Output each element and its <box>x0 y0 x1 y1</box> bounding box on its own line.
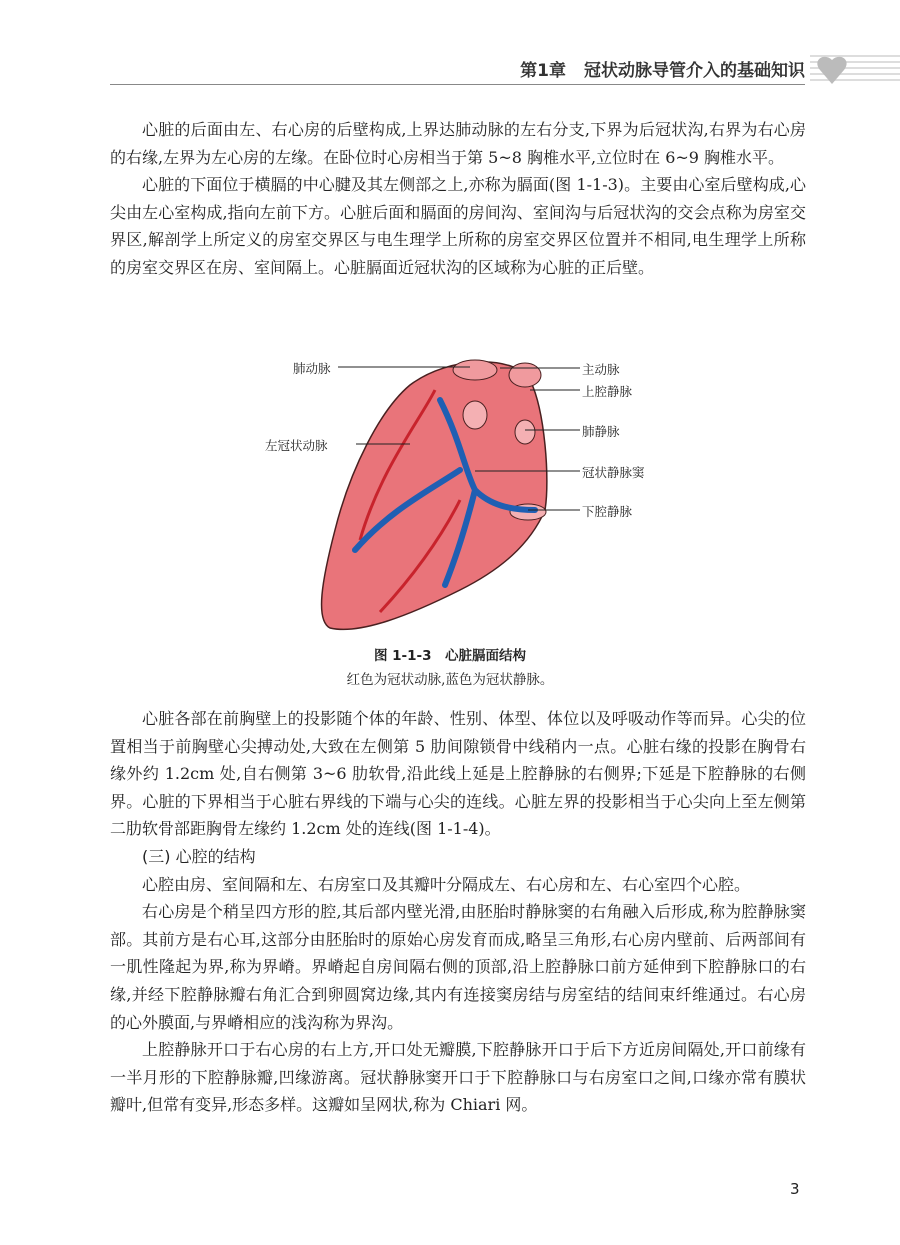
label-left-coronary-artery: 左冠状动脉 <box>265 438 328 453</box>
label-pulmonary-artery: 肺动脉 <box>293 361 331 376</box>
paragraph: 心腔由房、室间隔和左、右房室口及其瓣叶分隔成左、右心房和左、右心室四个心腔。 <box>142 874 751 894</box>
label-pulmonary-vein: 肺静脉 <box>582 424 620 439</box>
chapter-title: 冠状动脉导管介入的基础知识 <box>584 61 805 81</box>
chapter-number: 第1章 <box>520 61 566 81</box>
heart-logo-icon <box>810 50 900 90</box>
paragraph: 心脏的下面位于横膈的中心腱及其左侧部之上,亦称为膈面(图 1-1-3)。主要由心室后壁构成,心尖由左心室构成,指向左前下方。心脏后面和膈面的房间沟、室间沟与后冠状沟的交会点称为房室交界区,解剖学上所定义的房室交界区与电生理学上所称的房室交界区位置并不相同,电生理学上所称的房室交界区在房、室间隔上。心脏膈面近冠状沟的区域称为心脏的正后壁。 <box>110 175 806 277</box>
label-inferior-vena-cava: 下腔静脉 <box>582 504 633 519</box>
page-number: 3 <box>790 1180 800 1198</box>
figure-heart-diaphragmatic <box>260 350 660 640</box>
figure-caption: 图 1-1-3 心脏膈面结构 <box>373 648 527 664</box>
paragraph: 心脏各部在前胸壁上的投影随个体的年龄、性别、体型、体位以及呼吸动作等而异。心尖的位置相当于前胸壁心尖搏动处,大致在左侧第 5 肋间隙锁骨中线稍内一点。心脏右缘的投影在胸骨右缘外约 1.2cm 处,自右侧第 3~6 肋软骨,沿此线上延是上腔静脉的右侧界;下延是下腔静脉的右侧界。心脏的下界相当于心脏右界线的下端与心尖的连线。心脏左界的投影相当于心尖向上至左侧第二肋软骨部距胸骨左缘约 1.2cm 处的连线(图 1-1-4)。 <box>110 709 806 839</box>
label-coronary-sinus: 冠状静脉窦 <box>582 465 645 480</box>
paragraph: 右心房是个稍呈四方形的腔,其后部内壁光滑,由胚胎时静脉窦的右角融入后形成,称为腔静脉窦部。其前方是右心耳,这部分由胚胎时的原始心房发育而成,略呈三角形,右心房内壁前、后两部间有一肌性隆起为界,称为界嵴。界嵴起自房间隔右侧的顶部,沿上腔静脉口前方延伸到下腔静脉口的右缘,并经下腔静脉瓣右角汇合到卵圆窝边缘,其内有连接窦房结与房室结的结间束纤维通过。右心房的心外膜面,与界嵴相应的浅沟称为界沟。 <box>110 902 806 1032</box>
label-superior-vena-cava: 上腔静脉 <box>582 384 633 399</box>
section-heading: (三) 心腔的结构 <box>142 846 256 866</box>
text-block-top <box>110 116 806 282</box>
text-block-bottom <box>110 705 806 1119</box>
paragraph: 心脏的后面由左、右心房的后壁构成,上界达肺动脉的左右分支,下界为后冠状沟,右界为右心房的右缘,左界为左心房的左缘。在卧位时心房相当于第 5~8 胸椎水平,立位时在 6~9 胸椎水平。 <box>110 120 806 167</box>
figure-note: 红色为冠状动脉,蓝色为冠状静脉。 <box>346 672 554 688</box>
label-aorta: 主动脉 <box>582 362 620 377</box>
running-header <box>110 56 805 85</box>
paragraph: 上腔静脉开口于右心房的右上方,开口处无瓣膜,下腔静脉开口于后下方近房间隔处,开口前缘有一半月形的下腔静脉瓣,凹缘游离。冠状静脉窦开口于下腔静脉口与右房室口之间,口缘亦常有膜状瓣叶,但常有变异,形态多样。这瓣如呈网状,称为 Chiari 网。 <box>110 1040 806 1115</box>
